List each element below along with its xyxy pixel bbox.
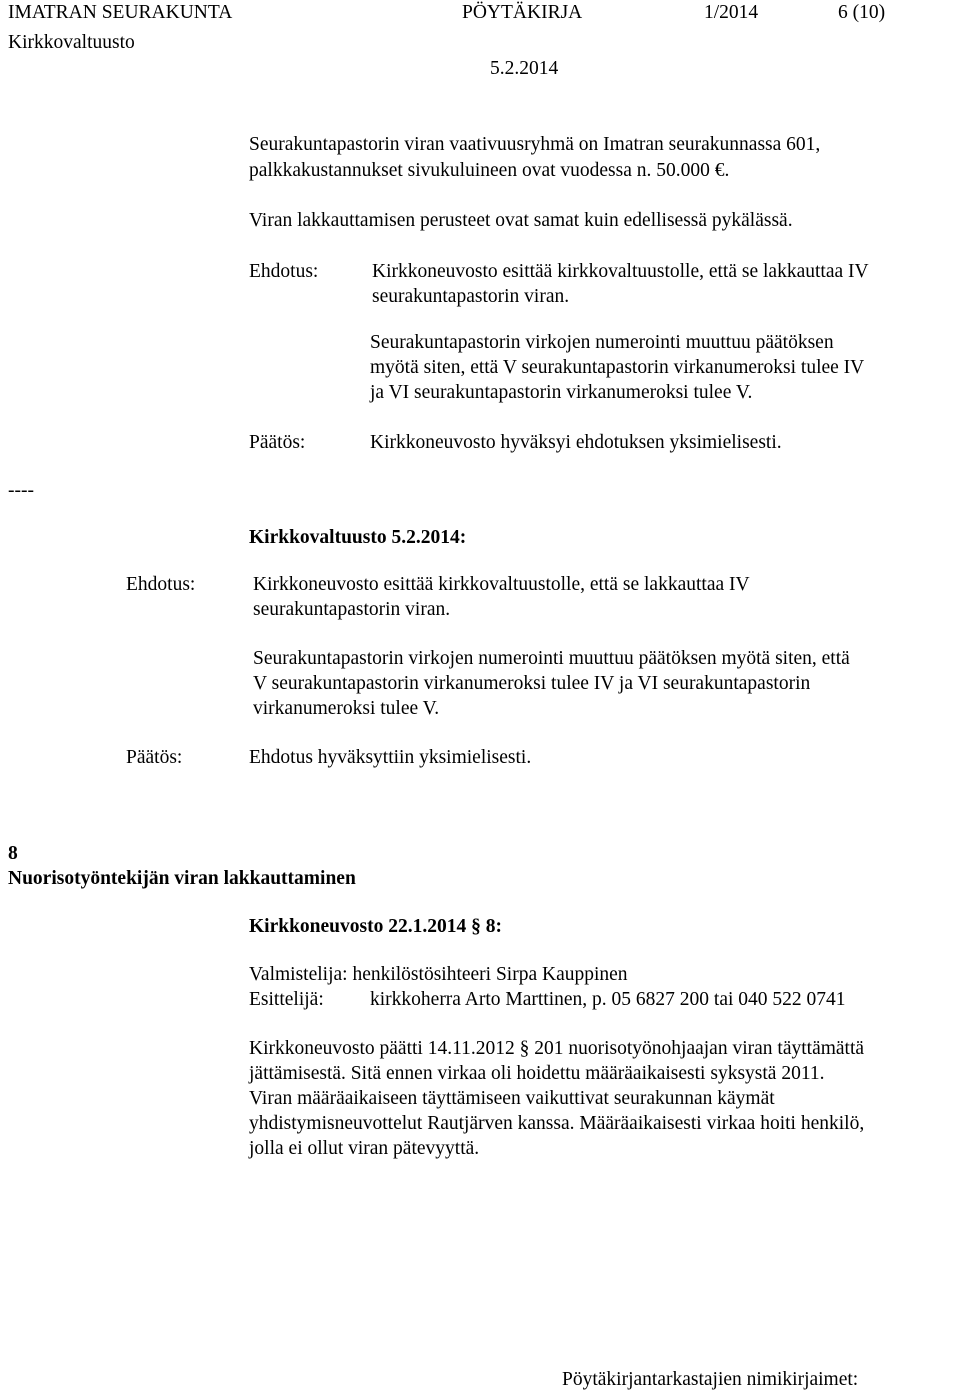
proposal-text-line: seurakuntapastorin viran. — [253, 599, 451, 620]
numbering-text-line: ja VI seurakuntapastorin virkanumeroksi tulee V. — [370, 382, 753, 403]
numbering-text-line: myötä siten, että V seurakuntapastorin virkanumeroksi tulee IV — [370, 357, 865, 378]
signature-label: Pöytäkirjantarkastajien nimikirjaimet: — [562, 1369, 859, 1390]
item-body-line: jättämisestä. Sitä ennen virkaa oli hoidettu määräaikaisesti syksystä 2011. — [249, 1063, 825, 1084]
presenter-label: Esittelijä: — [249, 989, 324, 1010]
item-subheading: Kirkkoneuvosto 22.1.2014 § 8: — [249, 916, 502, 937]
item-body-line: Viran määräaikaiseen täyttämiseen vaikuttivat seurakunnan käymät — [249, 1088, 775, 1109]
proposal-text-line: Kirkkoneuvosto esittää kirkkovaltuustolle, että se lakkauttaa IV — [253, 574, 750, 595]
body-name: Kirkkovaltuusto — [8, 32, 135, 53]
proposal-label: Ehdotus: — [126, 574, 196, 595]
decision-label: Päätös: — [126, 747, 183, 768]
cost-paragraph-line: palkkakustannukset sivukuluineen ovat vuodessa n. 50.000 €. — [249, 160, 730, 181]
grounds-paragraph: Viran lakkauttamisen perusteet ovat samat kuin edellisessä pykälässä. — [249, 210, 793, 231]
meeting-date: 5.2.2014 — [490, 58, 559, 79]
proposal-text-line: Kirkkoneuvosto esittää kirkkovaltuustolle, että se lakkauttaa IV — [372, 261, 869, 282]
numbering-text-line: Seurakuntapastorin virkojen numerointi muuttuu päätöksen myötä siten, että — [253, 648, 850, 669]
document-type: PÖYTÄKIRJA — [462, 2, 583, 23]
proposal-label: Ehdotus: — [249, 261, 319, 282]
proposal-text-line: seurakuntapastorin viran. — [372, 286, 570, 307]
decision-text: Kirkkoneuvosto hyväksyi ehdotuksen yksimielisesti. — [370, 432, 782, 453]
preparer-line: Valmistelija: henkilöstösihteeri Sirpa Kauppinen — [249, 964, 628, 985]
item-title: Nuorisotyöntekijän viran lakkauttaminen — [8, 868, 356, 889]
presenter-text: kirkkoherra Arto Marttinen, p. 05 6827 200 tai 040 522 0741 — [370, 989, 846, 1010]
item-number: 8 — [8, 843, 18, 864]
council-heading: Kirkkovaltuusto 5.2.2014: — [249, 527, 467, 548]
numbering-text-line: virkanumeroksi tulee V. — [253, 698, 440, 719]
item-body-line: Kirkkoneuvosto päätti 14.11.2012 § 201 nuorisotyönohjaajan viran täyttämättä — [249, 1038, 865, 1059]
numbering-text-line: V seurakuntapastorin virkanumeroksi tulee IV ja VI seurakuntapastorin — [253, 673, 811, 694]
cost-paragraph-line: Seurakuntapastorin viran vaativuusryhmä on Imatran seurakunnassa 601, — [249, 134, 821, 155]
section-separator: ---- — [8, 480, 34, 501]
organization-name: IMATRAN SEURAKUNTA — [8, 2, 233, 23]
item-body-line: jolla ei ollut viran pätevyyttä. — [249, 1138, 480, 1159]
numbering-text-line: Seurakuntapastorin virkojen numerointi muuttuu päätöksen — [370, 332, 834, 353]
page-number: 6 (10) — [838, 2, 886, 23]
item-body-line: yhdistymisneuvottelut Rautjärven kanssa. Määräaikaisesti virkaa hoiti henkilö, — [249, 1113, 865, 1134]
document-number: 1/2014 — [704, 2, 759, 23]
decision-label: Päätös: — [249, 432, 306, 453]
decision-text: Ehdotus hyväksyttiin yksimielisesti. — [249, 747, 532, 768]
